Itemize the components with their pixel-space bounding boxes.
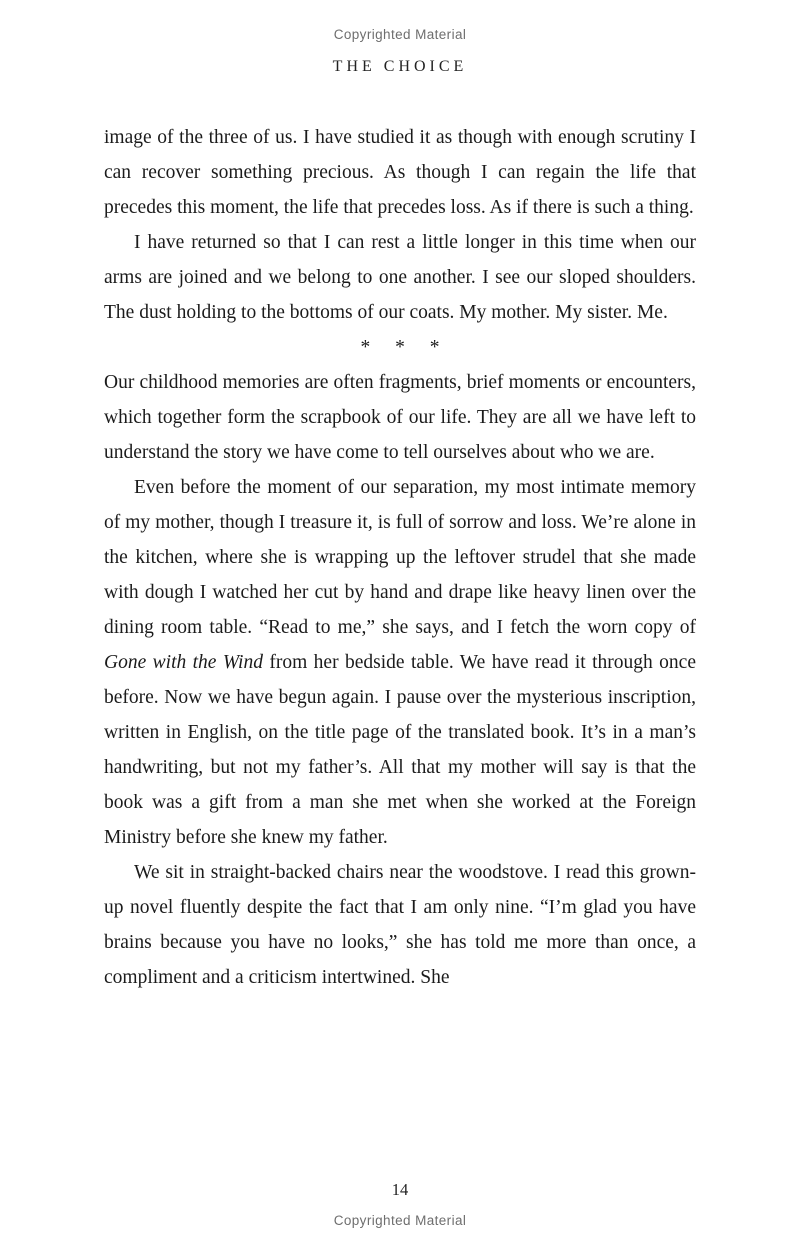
copyright-notice-top: Copyrighted Material [333, 27, 467, 42]
running-header-title: THE CHOICE [332, 58, 468, 75]
page-number: 14 [391, 1180, 409, 1199]
paragraph: Our childhood memories are often fragments, brief moments or encounters, which together form the scrapbook of our life. They are all we have left to understand the story we have come to tell ourselves about who we are. [104, 372, 696, 463]
paragraph: image of the three of us. I have studied it as though with enough scrutiny I can recover something precious. As though I can regain the life that precedes this moment, the life that precedes loss. As if there is such a thing. [104, 127, 696, 218]
copyright-notice-bottom: Copyrighted Material [333, 1213, 467, 1228]
page-footer [0, 1180, 800, 1228]
book-title-italic: Gone with the Wind [104, 652, 263, 673]
paragraph: I have returned so that I can rest a little longer in this time when our arms are joined and we belong to one another. I see our sloped shoulders. The dust holding to the bottoms of our coats. My mother. My sister. Me. [104, 232, 696, 323]
section-break-asterisks: * * * [360, 337, 440, 358]
paragraph: We sit in straight-backed chairs near the woodstove. I read this grown-up novel fluently despite the fact that I am only nine. “I’m glad you have brains because you have no looks,” she has told me more than once, a compliment and a criticism intertwined. She [104, 862, 696, 988]
body-text [104, 120, 696, 995]
paragraph [104, 470, 696, 855]
paragraph-text: Even before the moment of our separation, my most intimate memory of my mother, though I treasure it, is full of sorrow and loss. We’re alone in the kitchen, where she is wrapping up the leftover strudel that she made with dough I watched her cut by hand and drape like heavy linen over the dining room table. “Read to me,” she says, and I fetch the worn copy of [104, 477, 696, 638]
paragraph-text: from her bedside table. We have read it through once before. Now we have begun again. I pause over the mysterious inscription, written in English, on the title page of the translated book. It’s in a man’s handwriting, but not my father’s. All that my mother will say is that the book was a gift from a man she met when she worked at the Foreign Ministry before she knew my father. [104, 652, 696, 848]
